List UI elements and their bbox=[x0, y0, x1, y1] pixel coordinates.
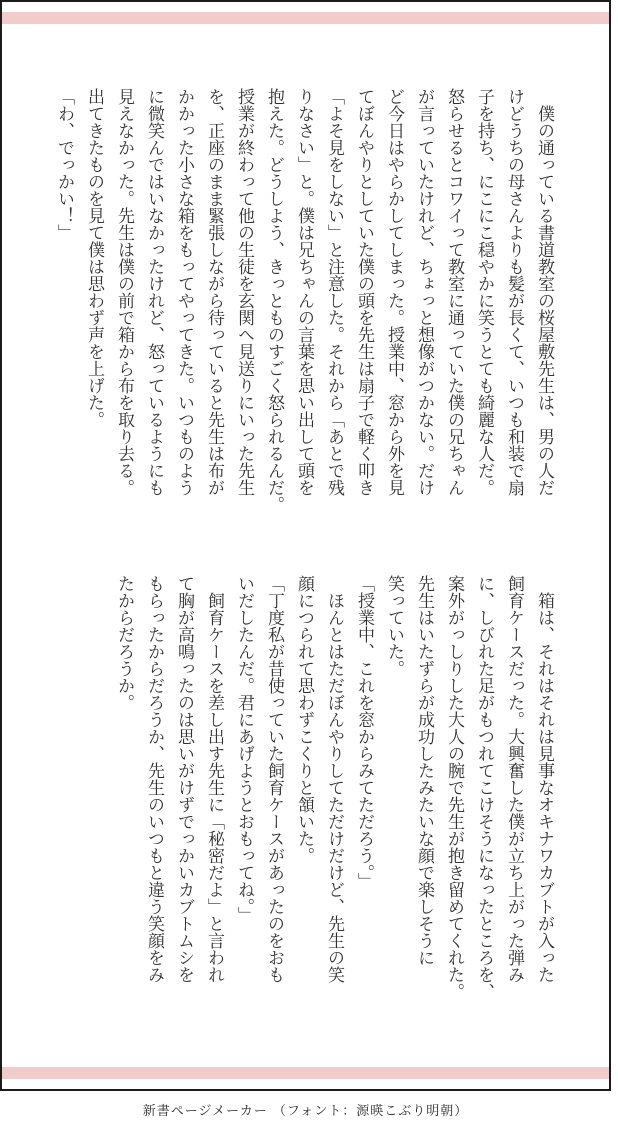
text-line: もらったからだろうか、先生のいつもと違う笑顔をみ bbox=[144, 575, 164, 983]
text-line: て胸が高鳴ったのは思いがけずでっかいカブトムシを bbox=[174, 575, 194, 983]
text-line: 顔につられて思わずこくりと頷いた。 bbox=[294, 575, 314, 864]
text-line: 怒らせるとコワイって教室に通っていた僕の兄ちゃん bbox=[444, 88, 464, 496]
text-line: 飼育ケースを差し出す先生に「秘密だよ」と言われ bbox=[204, 575, 224, 983]
text-line: 僕の通っている書道教室の桜屋敷先生は、男の人だ bbox=[534, 88, 554, 496]
text-line: 抱えた。どうしよう、きっとものすごく怒られるんだ。 bbox=[264, 88, 284, 513]
text-line: 箱は、それはそれは見事なオキナワカブトが入った bbox=[534, 575, 554, 983]
text-line: 見えなかった。先生は僕の前で箱から布を取り去る。 bbox=[114, 88, 134, 496]
text-line: 飼育ケースだった。大興奮した僕が立ち上がった弾み bbox=[504, 575, 524, 983]
footer-divider-bar bbox=[2, 1067, 609, 1079]
text-line: かかった小さな箱をもってやってきた。いつものよう bbox=[174, 88, 194, 496]
text-line: に、しびれた足がもつれてこけそうになったところを、 bbox=[474, 575, 494, 1000]
text-line: 授業が終わって他の生徒を玄関へ見送りにいった先生 bbox=[234, 88, 254, 496]
text-line: 案外がっしりした大人の腕で先生が抱き留めてくれた。 bbox=[444, 575, 464, 1000]
text-line: 「よそ見をしない」と注意した。それから「あとで残 bbox=[324, 88, 344, 496]
text-line: いだしたんだ。君にあげようとおもってね。」 bbox=[234, 575, 254, 924]
text-line: 先生はいたずらが成功したみたいな顔で楽しそうに bbox=[414, 575, 434, 966]
header-divider-bar bbox=[2, 12, 609, 24]
text-line: ど今日はやらかしてしまった。授業中、窓から外を見 bbox=[384, 88, 404, 496]
text-line: 笑っていた。 bbox=[384, 575, 404, 677]
text-line: りなさい」と。僕は兄ちゃんの言葉を思い出して頭を bbox=[294, 88, 314, 496]
page2-vertical-text-block bbox=[109, 575, 559, 1000]
text-line: ほんとはただぼんやりしてただけだけど、先生の笑 bbox=[324, 575, 344, 983]
text-line: 出てきたものを見て僕は思わず声を上げた。 bbox=[84, 88, 104, 428]
generator-caption: 新書ページメーカー （フォント：源暎こぶり明朝） bbox=[142, 1104, 469, 1119]
text-line: 子を持ち、にこにこ穏やかに笑うとても綺麗な人だ。 bbox=[474, 88, 494, 496]
text-line: を、正座のまま緊張しながら待っていると先生は布が bbox=[204, 88, 224, 496]
text-line: てぼんやりとしていた僕の頭を先生は扇子で軽く叩き bbox=[354, 88, 374, 496]
text-line: が言っていたけれど、ちょっと想像がつかない。だけ bbox=[414, 88, 434, 496]
text-line: けどうちの母さんよりも髪が長くて、いつも和装で扇 bbox=[504, 88, 524, 496]
text-line: 「わ、でっかい！」 bbox=[54, 88, 74, 241]
text-line: 「丁度私が昔使っていた飼育ケースがあったのをおも bbox=[264, 575, 284, 983]
text-line: 「授業中、これを窓からみてただろう。」 bbox=[354, 575, 374, 890]
page1-vertical-text-block bbox=[49, 88, 559, 513]
text-line: たからだろうか。 bbox=[114, 575, 134, 711]
text-line: に微笑んではいなかったけれど、怒っているようにも bbox=[144, 88, 164, 496]
